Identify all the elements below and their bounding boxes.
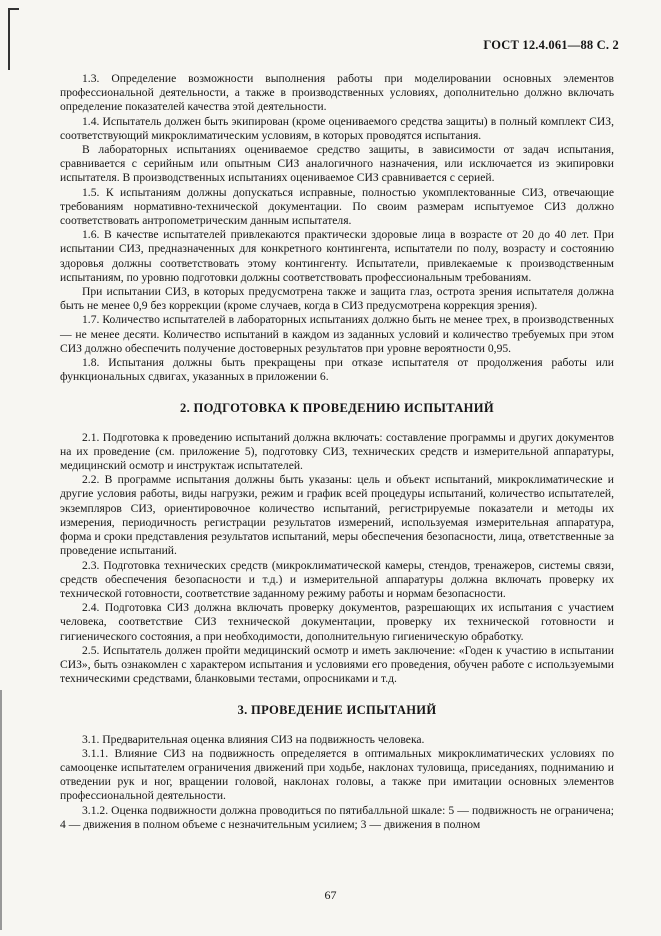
paragraph-2-5: 2.5. Испытатель должен пройти медицинский осмотр и иметь заключение: «Годен к участию в испытании СИЗ», быть ознакомлен с характером испытания и условиями его проведения, обучен работе с используемыми техническими средствами, бланковыми тестами, опросниками и т.д. (60, 643, 614, 686)
paragraph-3-1: 3.1. Предварительная оценка влияния СИЗ на подвижность человека. (82, 732, 425, 746)
paragraph-3-1-1: 3.1.1. Влияние СИЗ на подвижность определяется в оптимальных микроклиматических условиях по самооценке испытателем ограничения движений при ходьбе, наклонах туловища, приседаниях, подниманию и отведении рук и ног, вращении головой, наклонах головы, а также при имитации основных элементов профессиональной деятельности. (60, 746, 614, 803)
paragraph-1-4-lab: В лабораторных испытаниях оцениваемое средство защиты, в зависимости от задач испытания, сравнивается с серийным или опытным СИЗ аналогичного назначения, или исключается из экипировки испытателя. В производственных испытаниях оцениваемое СИЗ сравнивается с серией. (60, 143, 614, 185)
paragraph-2-2: 2.2. В программе испытания должны быть указаны: цель и объект испытаний, микроклиматические и другие условия работы, виды нагрузки, режим и график всей процедуры испытаний, количество испытателей, экземпляров СИЗ, ориентировочное количество испытаний, регистрируемые показатели и методы их измерения, периодичность регистрации результатов измерений, используемая измерительная аппаратура, форма и сроки представления результатов испытаний, меры обеспечения безопасности, лица, ответственные за проведение испытаний. (60, 473, 614, 558)
paragraph-2-1: 2.1. Подготовка к проведению испытаний должна включать: составление программы и других документов на их проведение (см. приложение 5), подготовку СИЗ, технических средств и измерительной аппаратуры, медицинский осмотр и инструктаж испытателей. (60, 430, 614, 473)
paragraph-2-4: 2.4. Подготовка СИЗ должна включать проверку документов, разрешающих их испытания с участием человека, соответствие СИЗ технической документации, проверку их технической готовности и гигиенического состояния, а при необходимости, дополнительную гигиеническую обработку. (60, 601, 614, 643)
section-3-heading: 3. ПРОВЕДЕНИЕ ИСПЫТАНИЙ (237, 703, 437, 718)
paragraph-1-3: 1.3. Определение возможности выполнения работы при моделировании основных элементов профессиональной деятельности, а также в производственных условиях, дополнительно должно включать определение показателей качества этой деятельности. (60, 72, 614, 114)
paragraph-1-6-vision: При испытании СИЗ, в которых предусмотрена также и защита глаз, острота зрения испытателя должна быть не менее 0,9 без коррекции (кроме случаев, когда в СИЗ предусмотрена коррекция зрения). (60, 285, 614, 313)
paragraph-1-5: 1.5. К испытаниям должны допускаться исправные, полностью укомплектованные СИЗ, отвечающие требованиям нормативно-технической документации. По своим размерам испытуемое СИЗ должно соответствовать антропометрическим данным испытателя. (60, 185, 614, 228)
paragraph-1-6: 1.6. В качестве испытателей привлекаются практически здоровые лица в возрасте от 20 до 40 лет. При испытании СИЗ, предназначенных для конкретного контингента, испытатели по полу, возрасту и состоянию здоровья должны соответствовать этому контингенту. Испытатели, привлекаемые к производственным испытаниям, по уровню подготовки должны соответствовать профессиональным требованиям. (60, 228, 614, 284)
paragraph-1-4: 1.4. Испытатель должен быть экипирован (кроме оцениваемого средства защиты) в полный комплект СИЗ, соответствующий микроклиматическим условиям, в которых проводятся испытания. (60, 114, 614, 142)
document-body (60, 72, 614, 832)
standard-reference: ГОСТ 12.4.061—88 С. 2 (483, 38, 619, 52)
scan-corner-mark (8, 8, 19, 70)
page-number: 67 (324, 888, 337, 902)
paragraph-1-8: 1.8. Испытания должны быть прекращены при отказе испытателя от продолжения работы или функциональных сдвигах, указанных в приложении 6. (60, 356, 614, 384)
section-2-heading: 2. ПОДГОТОВКА К ПРОВЕДЕНИЮ ИСПЫТАНИЙ (180, 401, 494, 416)
paragraph-3-1-2: 3.1.2. Оценка подвижности должна проводиться по пятибалльной шкале: 5 — подвижность не ограничена; 4 — движения в полном объеме с незначительным усилием; 3 — движения в полном (60, 803, 614, 831)
paragraph-2-3: 2.3. Подготовка технических средств (микроклиматической камеры, стендов, тренажеров, системы связи, средств обеспечения безопасности и т.д.) и измерительной аппаратуры должна включать проверку их технической готовности, соответствие заданному режиму работы и нормам безопасности. (60, 558, 614, 600)
paragraph-1-7: 1.7. Количество испытателей в лабораторных испытаниях должно быть не менее трех, в производственных — не менее десяти. Количество испытаний в каждом из заданных условий и количество требуемых при этом СИЗ должно обеспечить получение достоверных результатов при уровне вероятности 0,95. (60, 313, 614, 355)
